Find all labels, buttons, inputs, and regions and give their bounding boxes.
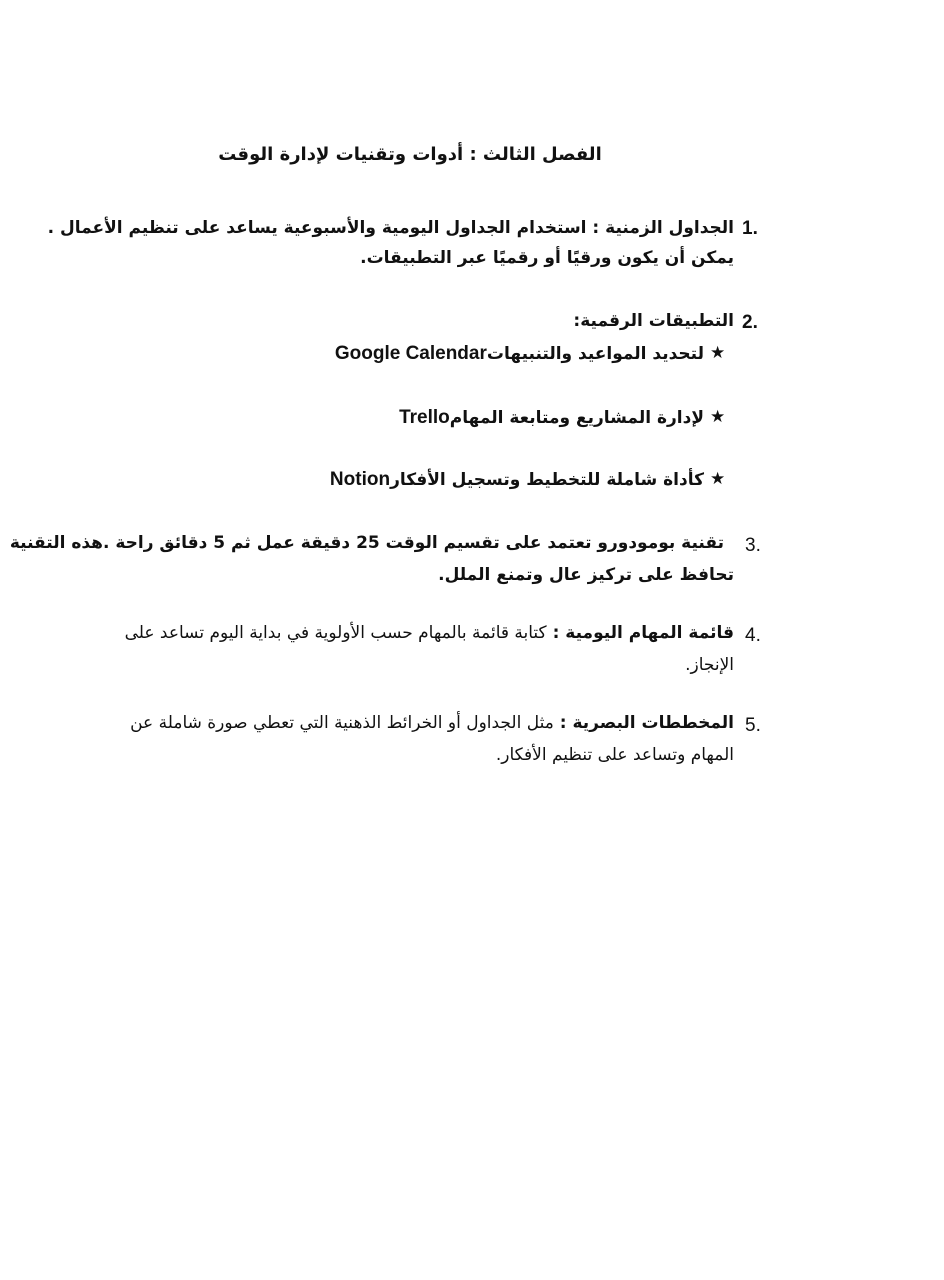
item-3-line-2: تحافظ على تركيز عال وتمنع الملل. <box>438 565 734 585</box>
item-number: 4. <box>745 625 761 646</box>
item-1-line-1: الجداول الزمنية : استخدام الجداول اليومية والأسبوعية يساعد على تنظيم الأعمال . <box>47 218 734 238</box>
item-5-line-2: المهام وتساعد على تنظيم الأفكار. <box>495 745 734 765</box>
star-icon: ★ <box>710 407 726 427</box>
item-number: 3. <box>745 535 761 556</box>
item-3-line-1: تقنية بومودورو تعتمد على تقسيم الوقت 25 دقيقة عمل ثم 5 دقائق راحة .هذه التقنية <box>9 533 724 553</box>
star-icon: ★ <box>710 343 726 363</box>
item-4-line-1 <box>125 623 734 643</box>
bullet-google-calendar <box>335 343 704 365</box>
item-number: 2. <box>742 312 758 333</box>
item-1-line-2: يمكن أن يكون ورقيًا أو رقميًا عبر التطبيقات. <box>360 248 734 268</box>
item-5-text: مثل الجداول أو الخرائط الذهنية التي تعطي صورة شاملة عن <box>130 713 554 733</box>
bullet-text: لتحديد المواعيد والتنبيهات <box>486 344 704 364</box>
bullet-text: لإدارة المشاريع ومتابعة المهام <box>449 408 704 428</box>
app-name: Trello <box>399 407 450 428</box>
item-5-line-1 <box>130 713 734 733</box>
app-name: Google Calendar <box>334 343 487 364</box>
item-number: 5. <box>745 715 761 736</box>
item-4-line-2: الإنجاز. <box>685 655 734 675</box>
item-5-heading: المخططات البصرية : <box>559 713 734 733</box>
chapter-title: الفصل الثالث : أدوات وتقنيات لإدارة الوقت <box>218 144 602 165</box>
bullet-trello <box>399 407 704 429</box>
bullet-text: كأداة شاملة للتخطيط وتسجيل الأفكار <box>390 470 704 490</box>
star-icon: ★ <box>710 469 726 489</box>
app-name: Notion <box>329 469 391 490</box>
item-number: 1. <box>742 218 758 239</box>
item-4-heading: قائمة المهام اليومية : <box>552 623 734 643</box>
bullet-notion <box>330 469 704 491</box>
item-4-text: كتابة قائمة بالمهام حسب الأولوية في بداية اليوم تساعد على <box>124 623 547 643</box>
item-2-heading: التطبيقات الرقمية: <box>573 311 734 331</box>
